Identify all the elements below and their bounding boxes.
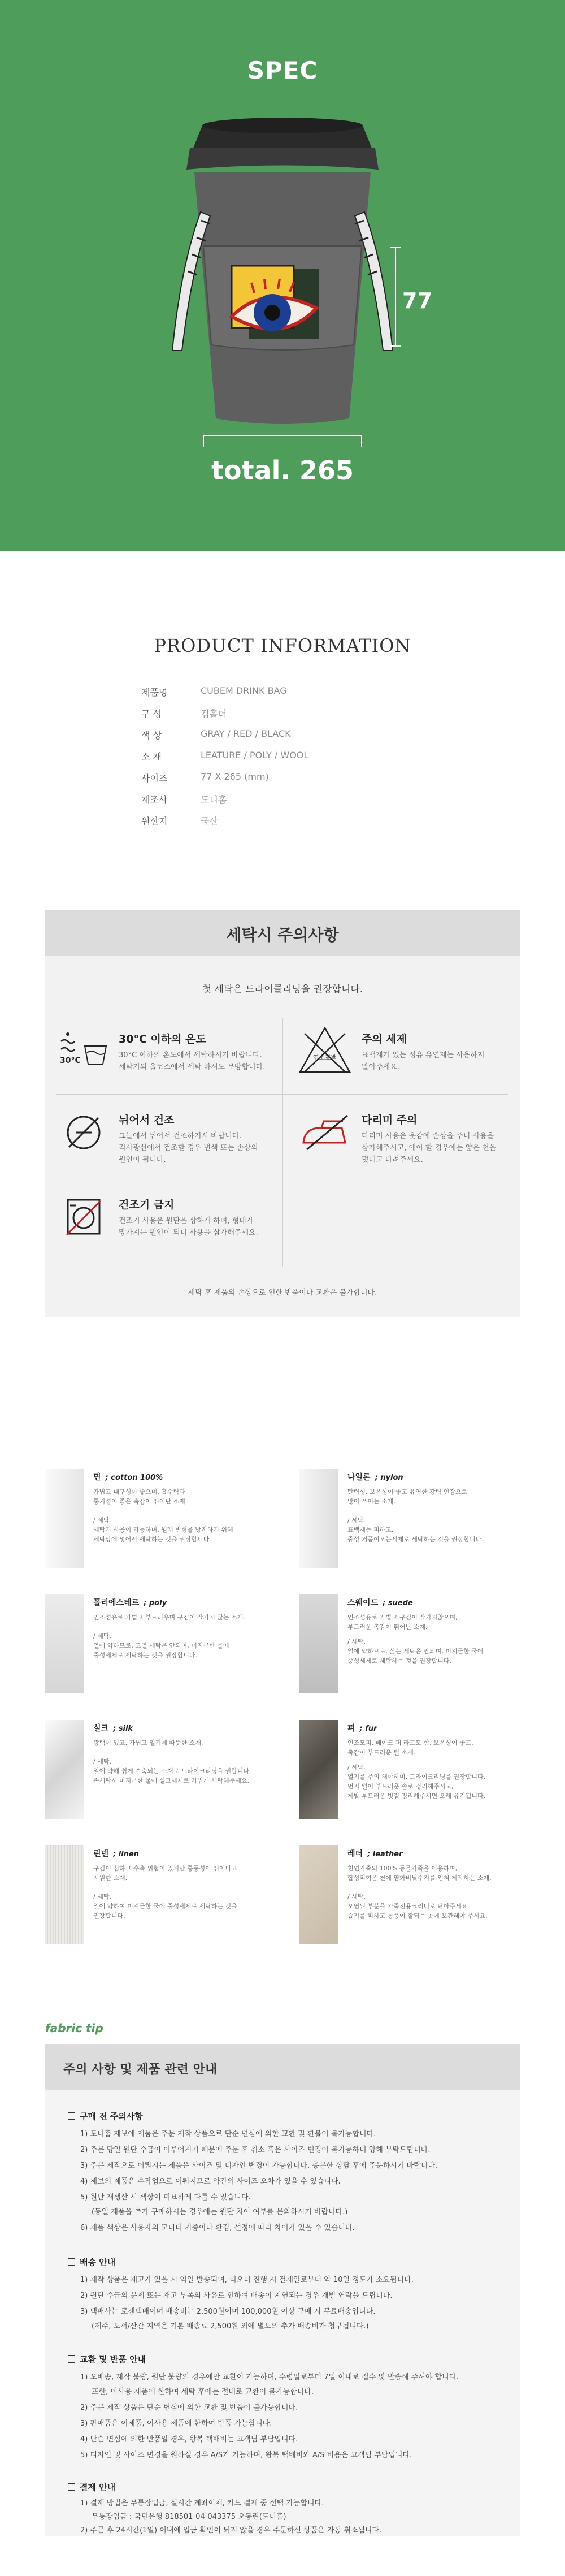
fabric-wash: / 세탁. 열에 약하므로, 고열 세탁은 안되며, 미지근한 물에 중성세제로 세탁하는 것을 권장합니다.: [93, 1632, 229, 1659]
laundry-subtitle: 첫 세탁은 드라이클리닝을 권장합니다.: [202, 984, 363, 995]
info-row: [141, 728, 435, 742]
fabric-desc: 탄력성, 보온성이 좋고 유연한 강력 인감으로 많이 쓰이는 소재.: [347, 1488, 468, 1505]
notes-line: (제주, 도서/산간 지역은 기본 배송료 2,500원 외에 별도의 추가 배송비가 청구됩니다.): [92, 2322, 369, 2331]
spec-title: SPEC: [247, 57, 318, 84]
total-dim-line: [203, 435, 362, 447]
notes-line: 1) 제작 상품은 재고가 있을 시 익일 발송되며, 리오더 진행 시 결제일로부터 약 10일 정도가 소요됩니다.: [80, 2276, 414, 2284]
info-label: 제품명: [141, 687, 168, 698]
notes-line: 1) 결제 방법은 무통장입금, 실시간 계좌이체, 카드 결제 중 선택 가능합니다.: [80, 2499, 324, 2508]
notes-section-heading: 결제 안내: [68, 2481, 115, 2493]
no-tumble-dry-icon: [61, 1194, 106, 1239]
info-value: 국산: [201, 816, 218, 827]
care-title: 건조기 금지: [119, 1199, 175, 1211]
care-desc: 다리미 사용은 웃감에 손상을 주니 사용을 삼가해주시고, 애이 할 경우에는 얇은 천을 덧대고 다려주세요.: [362, 1132, 497, 1164]
notes-line: 4) 단순 변심에 의한 반품일 경우, 왕복 택배비는 고객님 부담입니다.: [80, 2435, 298, 2444]
total-dimension-label: total. 265: [211, 455, 354, 486]
shade-dry-icon: [61, 1110, 106, 1155]
care-desc: 건조기 사용은 원단을 상하게 하며, 형태가 망가지는 원인이 되니 사용을 삼가해주세요.: [119, 1217, 258, 1237]
fabric-name: 면 ; cotton 100%: [93, 1473, 163, 1482]
notes-line: 1) 오배송, 제작 불량, 원단 불량의 경우에만 교환이 가능하며, 수령일로부터 7일 이내로 접수 및 반송해 주셔야 합니다.: [80, 2373, 459, 2381]
notes-line: 무통장입금 : 국민은행 818501-04-043375 오동린(도니홈): [92, 2513, 286, 2521]
info-label: 소 재: [141, 751, 162, 762]
info-label: 색 상: [141, 730, 162, 741]
fabric-swatch: [45, 1594, 84, 1693]
info-value: CUBEM DRINK BAG: [201, 685, 287, 696]
fabric-desc: 인조섬유로 가볍고 부드러우며 구김이 잘가지 않는 소재.: [93, 1614, 245, 1621]
info-value: 77 X 265 (mm): [201, 771, 269, 782]
notes-title: 주의 사항 및 제품 관련 안내: [63, 2063, 218, 2077]
notes-line: 6) 제품 색상은 사용자의 모니터 기종이나 환경, 설정에 따라 차이가 있을 수 있습니다.: [80, 2224, 355, 2232]
fabric-desc: 인조모피, 페이크 퍼 라고도 함. 보온성이 좋고, 촉감이 부드러운 털 소재.: [347, 1739, 473, 1756]
care-title: 주의 세제: [362, 1033, 407, 1045]
notes-line: 4) 제보의 제품은 수작업으로 이뤄지므로 약간의 사이즈 오차가 있을 수 있습니다.: [80, 2177, 341, 2186]
fabric-name: 폴리에스테르 ; poly: [93, 1598, 167, 1607]
info-value: 컵홀더: [201, 708, 227, 719]
care-title: 30°C 이하의 온도: [119, 1033, 206, 1045]
info-row: [141, 685, 435, 699]
fabric-wash: / 세탁. 열에 약하여 미지근한 물에 중성세제로 세탁하는 것을 권장합니다.: [93, 1893, 237, 1920]
spec-section: [0, 0, 565, 551]
fabric-wash: / 세탁. 열에 약해 쉽게 수축되는 소재로 드라이크리닝을 권합니다. 손세탁시 미지근한 물에 실크세제로 가볍게 세탁해주세요.: [93, 1758, 251, 1784]
info-value: LEATURE / POLY / WOOL: [201, 750, 309, 760]
divider: [282, 1018, 283, 1267]
fabric-swatch: [299, 1845, 338, 1944]
product-info-title: PRODUCT INFORMATION: [154, 635, 411, 656]
fabric-swatch: [45, 1469, 84, 1568]
height-dimension-label: 77: [402, 288, 432, 313]
laundry-title: 세탁시 주의사항: [226, 926, 339, 944]
care-title: 다리미 주의: [362, 1114, 418, 1126]
ironing-caution-icon: [297, 1110, 353, 1155]
info-row: [141, 750, 435, 763]
fabric-swatch: [299, 1720, 338, 1819]
notes-line: 3) 판매품은 이제품, 이사용 제품에 한하여 반품 가능합니다.: [80, 2419, 272, 2428]
no-bleach-icon: [297, 1025, 353, 1077]
fabric-wash: / 세탁. 열기를 주의 해야하며, 드라이크리닝을 권장합니다. 먼지 털어 부드러운 솔로 정리해주시고, 제발 부드러운 빗질 정리해주시면 오래 유지됩니다.: [347, 1764, 486, 1800]
info-value: GRAY / RED / BLACK: [201, 728, 291, 739]
care-desc: 표백제가 있는 성유 유연제는 사용하지 말아주세요.: [362, 1051, 485, 1071]
fabric-desc: 가볍고 내구성이 좋으며, 흡수력과 통기성이 좋은 촉감이 뛰어난 소재.: [93, 1488, 188, 1505]
care-title: 뉘어서 건조: [119, 1114, 175, 1126]
info-label: 제조사: [141, 794, 168, 805]
fabric-name: 레더 ; leather: [347, 1849, 403, 1858]
notes-line: 1) 도니홈 제보에 제품은 주문 제작 상품으로 단순 변심에 의한 교환 및 환불이 불가능합니다.: [80, 2130, 376, 2138]
care-desc: 30°C 이하의 온도에서 세탁하시기 바랍니다. 세탁기의 울코스에서 세탁 하셔도 무방합니다.: [119, 1051, 266, 1071]
notes-line: 2) 주문 제작 상품은 단순 변심에 의한 교환 및 반품이 불가능합니다.: [80, 2404, 298, 2412]
divider: [56, 1094, 508, 1095]
fabric-name: 스웨이드 ; suede: [347, 1598, 413, 1607]
fabric-wash: / 세탁. 오염된 부분을 가죽전용크리너로 닦아주세요. 습기를 피하고 통풍이 잘되는 곳에 보관해야 주세요.: [347, 1893, 488, 1920]
info-row: [141, 793, 435, 806]
info-row: [141, 814, 435, 828]
notes-line: 3) 택배사는 로젠택배이며 배송비는 2,500원이며 100,000원 이상 구매 시 무료배송입니다.: [80, 2307, 376, 2316]
fabric-wash: / 세탁. 열에 약하므로, 삶는 세탁은 안되며, 미지근한 물에 중성세제로 세탁하는 것을 권장합니다.: [347, 1638, 484, 1665]
fabric-swatch: [45, 1845, 84, 1944]
fabric-name: 나일론 ; nylon: [347, 1473, 403, 1482]
fabric-desc: 인조섬유로 가볍고 구김이 잘가지않으며, 부드러운 촉감이 뛰어난 소재.: [347, 1614, 458, 1631]
notes-line: (동일 제품을 추가 구매하시는 경우에는 원단 차이 여부를 문의하시기 바랍니다.): [92, 2208, 348, 2216]
fabric-name: 퍼 ; fur: [347, 1724, 377, 1733]
notes-section-heading: 구매 전 주의사항: [68, 2110, 143, 2122]
notes-section-heading: 교환 및 반품 안내: [68, 2353, 146, 2365]
fabric-desc: 광택이 있고, 가볍고 일기에 따뜻한 소재.: [93, 1739, 203, 1747]
info-label: 구 성: [141, 708, 162, 719]
notes-line: 5) 원단 재생산 시 색상이 미묘하게 다를 수 있습니다.: [80, 2193, 251, 2202]
fabric-swatch: [299, 1594, 338, 1693]
notes-line: 3) 주문 제작으로 이뤄지는 제품은 사이즈 및 디자인 변경이 가능합니다. 충분한 상담 후에 주문하시기 바랍니다.: [80, 2162, 438, 2170]
fabric-name: 실크 ; silk: [93, 1724, 133, 1733]
info-label: 원산지: [141, 816, 168, 827]
fabric-swatch: [299, 1469, 338, 1568]
info-value: 도니홈: [201, 794, 227, 805]
notes-line: 2) 주문 당일 원단 수급이 이루어지기 때문에 주문 후 취소 혹은 사이즈 변경이 불가능하니 양해 부탁드립니다.: [80, 2146, 431, 2154]
fabric-tip-label: fabric tip: [45, 2021, 103, 2035]
wash-temp-text: 30°C: [60, 1056, 81, 1065]
fabric-desc: 구김이 심하고 수축 위험이 있지만 통풍성이 뛰어나고 시원한 소재.: [93, 1865, 237, 1882]
eye-pupil: [264, 305, 280, 321]
no-bleach-text: 염소표백: [312, 1054, 337, 1061]
cup-lid-rim: [202, 118, 363, 133]
fabric-wash: / 세탁. 세탁기 사용이 가능하며, 원래 변형을 방지하기 위해 세탁망에 넣어서 세탁하는 것을 권장합니다.: [93, 1516, 233, 1543]
fabric-swatch: [45, 1720, 84, 1819]
info-label: 사이즈: [141, 773, 168, 784]
fabric-wash: / 세탁. 표백제는 피하고, 중성 거품이오는세제로 세탁하는 것을 권장합니다.: [347, 1516, 484, 1543]
notes-line: 또한, 이사용 제품에 한하여 세탁 후에는 절대로 교환이 불가능합니다.: [92, 2388, 314, 2396]
laundry-footer: 세탁 후 제품의 손상으로 인한 반품이나 교환은 불가합니다.: [188, 1289, 377, 1297]
info-row: [141, 707, 435, 720]
cup-lid: [186, 145, 379, 170]
notes-line: 5) 디자인 및 사이즈 변경을 원하실 경우 A/S가 가능하며, 왕복 택배비와 A/S 비용은 고객님 부담입니다.: [80, 2451, 412, 2460]
fabric-desc: 천연가죽의 100% 동물가죽을 이용하며, 합성피혁은 천에 염화비닐수지를 입혀 제작하는 소재.: [347, 1865, 492, 1882]
notes-line: 2) 원단 수급의 문제 또는 재고 부족의 사유로 인하여 배송이 지연되는 경우 개별 연락을 드립니다.: [80, 2292, 393, 2300]
notes-line: 2) 주문 후 24시간(1일) 이내에 입금 확인이 되지 않을 경우 주문하신 상품은 자동 취소됩니다.: [80, 2526, 382, 2535]
info-row: [141, 771, 435, 785]
fabric-name: 린넨 ; linen: [93, 1849, 140, 1858]
notes-section-heading: 배송 안내: [68, 2256, 115, 2268]
wash-30-icon: [56, 1029, 107, 1074]
care-desc: 그늘에서 뉘어서 건조하기시 바랍니다. 직사광선에서 건조할 경우 변색 또는 손상의 원인이 됩니다.: [119, 1132, 258, 1164]
